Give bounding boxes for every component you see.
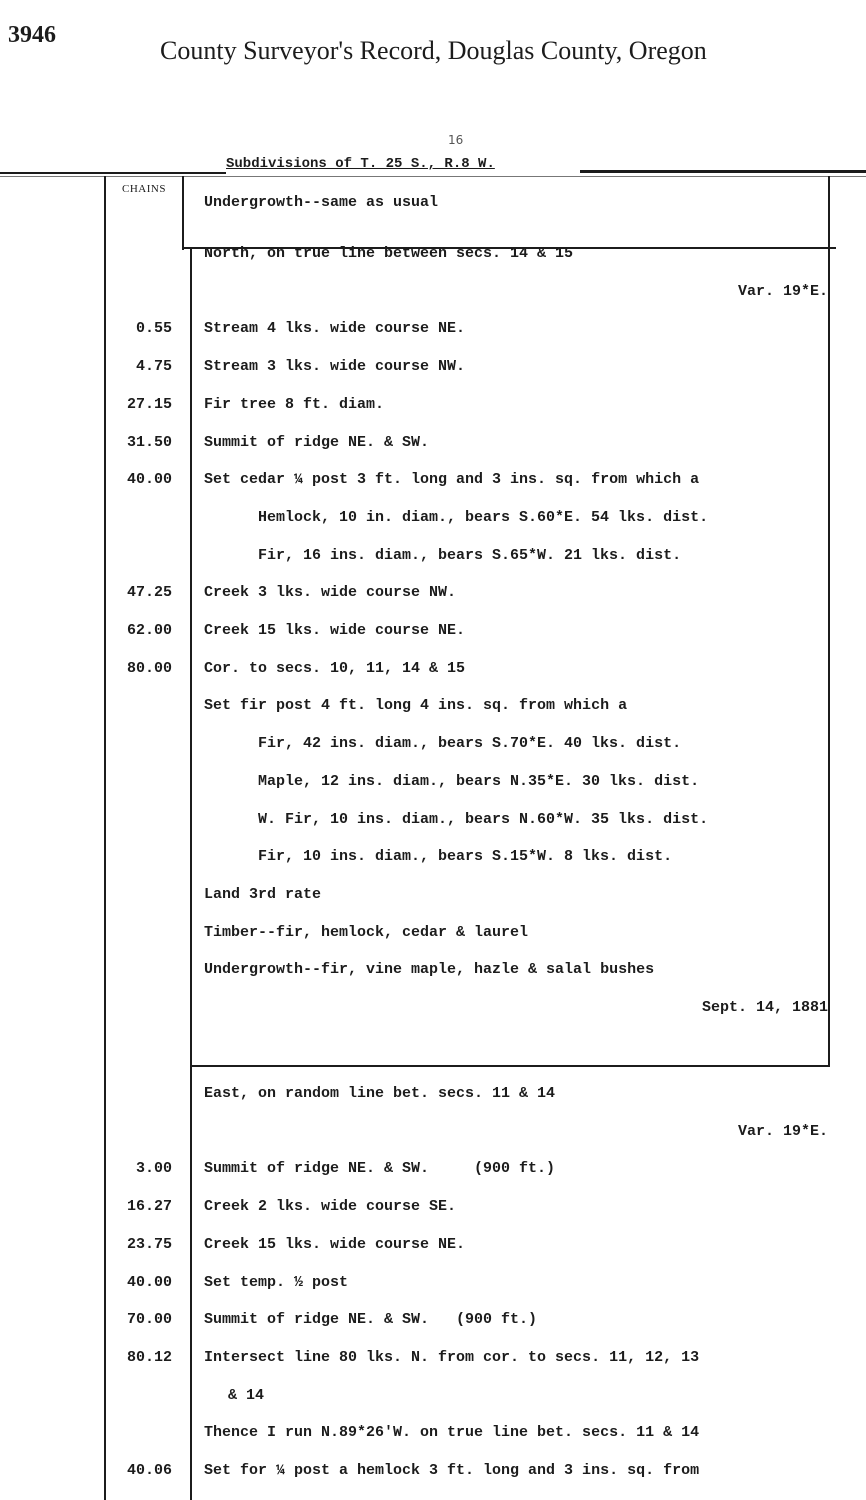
record-row (0, 1266, 866, 1303)
record-row (0, 426, 866, 463)
record-text: Set temp. ½ post (204, 1273, 349, 1291)
record-row (0, 1190, 866, 1227)
page-number: 3946 (8, 22, 56, 48)
record-row (0, 275, 866, 312)
record-row (0, 1379, 866, 1416)
record-text: W. Fir, 10 ins. diam., bears N.60*W. 35 lks. dist. (258, 810, 709, 828)
record-text: Set fir post 4 ft. long 4 ins. sq. from which a (204, 697, 628, 715)
record-row (0, 388, 866, 425)
record-text: East, on random line bet. secs. 11 & 14 (204, 1085, 556, 1102)
chain-value: 27.15 (126, 395, 172, 413)
chain-value: 47.25 (126, 584, 172, 602)
record-row (0, 614, 866, 651)
chain-value: 40.00 (126, 471, 172, 489)
record-text: Summit of ridge NE. & SW. (900 ft.) (204, 1311, 538, 1329)
record-text: Set cedar ¼ post 3 ft. long and 3 ins. sq. from which a (204, 471, 700, 489)
page-header-title: County Surveyor's Record, Douglas County, Oregon (160, 36, 707, 65)
top-rule-left (0, 172, 226, 174)
handwritten-note: 16 (448, 133, 464, 147)
first-line: Undergrowth--same as usual (204, 194, 439, 211)
top-rule-thin (0, 176, 866, 177)
record-row (0, 463, 866, 500)
chain-value: 80.12 (126, 1348, 172, 1366)
chain-value: 40.06 (126, 1462, 172, 1479)
section-subtitle: Subdivisions of T. 25 S., R.8 W. (226, 156, 495, 172)
record-row (0, 237, 866, 274)
record-row (0, 727, 866, 764)
record-row (0, 840, 866, 877)
record-row (0, 501, 866, 538)
record-row (0, 1341, 866, 1378)
record-row (0, 953, 866, 990)
record-text: Creek 2 lks. wide course SE. (204, 1198, 457, 1216)
chain-value: 40.00 (126, 1273, 172, 1291)
record-row (0, 350, 866, 387)
record-text: Creek 3 lks. wide course NW. (204, 584, 457, 602)
record-row (0, 576, 866, 613)
record-text: North, on true line between secs. 14 & 15 (204, 245, 574, 262)
top-rule-right (580, 170, 866, 173)
chain-value: 4.75 (135, 358, 172, 376)
record-text: Fir, 10 ins. diam., bears S.15*W. 8 lks. dist. (258, 848, 673, 866)
chain-value: 80.00 (126, 659, 172, 677)
chain-value: 16.27 (126, 1198, 172, 1216)
record-text: Thence I run N.89*26'W. on true line bet. secs. 11 & 14 (204, 1424, 700, 1442)
record-text: Creek 15 lks. wide course NE. (204, 622, 466, 639)
record-text: Cor. to secs. 10, 11, 14 & 15 (204, 659, 466, 677)
record-row (0, 1077, 866, 1114)
block-divider (190, 1065, 830, 1067)
record-text: Var. 19*E. (737, 1122, 828, 1140)
record-row (0, 539, 866, 576)
record-text: Sept. 14, 1881 (701, 999, 828, 1016)
record-text: Stream 4 lks. wide course NE. (204, 320, 466, 338)
chain-value: 62.00 (126, 622, 172, 639)
record-row (0, 1152, 866, 1189)
record-text: Var. 19*E. (737, 282, 828, 300)
chains-header: CHAINS (122, 183, 166, 195)
chain-value: 0.55 (135, 320, 172, 338)
record-text: Creek 15 lks. wide course NE. (204, 1235, 466, 1253)
record-text: Set for ¼ post a hemlock 3 ft. long and 3 ins. sq. from (204, 1462, 700, 1479)
chain-value: 70.00 (126, 1311, 172, 1329)
record-row (0, 803, 866, 840)
record-row (0, 652, 866, 689)
record-row (0, 1228, 866, 1265)
record-text: Fir tree 8 ft. diam. (204, 395, 385, 413)
record-text: Land 3rd rate (204, 885, 322, 903)
record-row (0, 1303, 866, 1340)
record-row (0, 1454, 866, 1491)
chain-value: 23.75 (126, 1235, 172, 1253)
record-text: Summit of ridge NE. & SW. (900 ft.) (204, 1160, 556, 1178)
chain-value: 3.00 (135, 1160, 172, 1178)
record-row (0, 765, 866, 802)
record-text: Undergrowth--fir, vine maple, hazle & salal bushes (204, 961, 655, 979)
record-text: Timber--fir, hemlock, cedar & laurel (204, 923, 529, 941)
record-row (0, 689, 866, 726)
record-row (0, 1416, 866, 1453)
record-text: Intersect line 80 lks. N. from cor. to secs. 11, 12, 13 (204, 1348, 700, 1366)
record-text: & 14 (228, 1386, 265, 1404)
record-text: Fir, 42 ins. diam., bears S.70*E. 40 lks. dist. (258, 735, 682, 753)
record-text: Summit of ridge NE. & SW. (204, 433, 430, 451)
record-text: Stream 3 lks. wide course NW. (204, 358, 466, 376)
record-row (0, 878, 866, 915)
chain-value: 31.50 (126, 433, 172, 451)
record-row (0, 916, 866, 953)
record-text: Hemlock, 10 in. diam., bears S.60*E. 54 lks. dist. (258, 508, 709, 526)
record-text: Fir, 16 ins. diam., bears S.65*W. 21 lks. dist. (258, 546, 682, 564)
record-text: Maple, 12 ins. diam., bears N.35*E. 30 lks. dist. (258, 772, 700, 790)
record-row (0, 991, 866, 1028)
record-row (0, 312, 866, 349)
record-row (0, 1115, 866, 1152)
